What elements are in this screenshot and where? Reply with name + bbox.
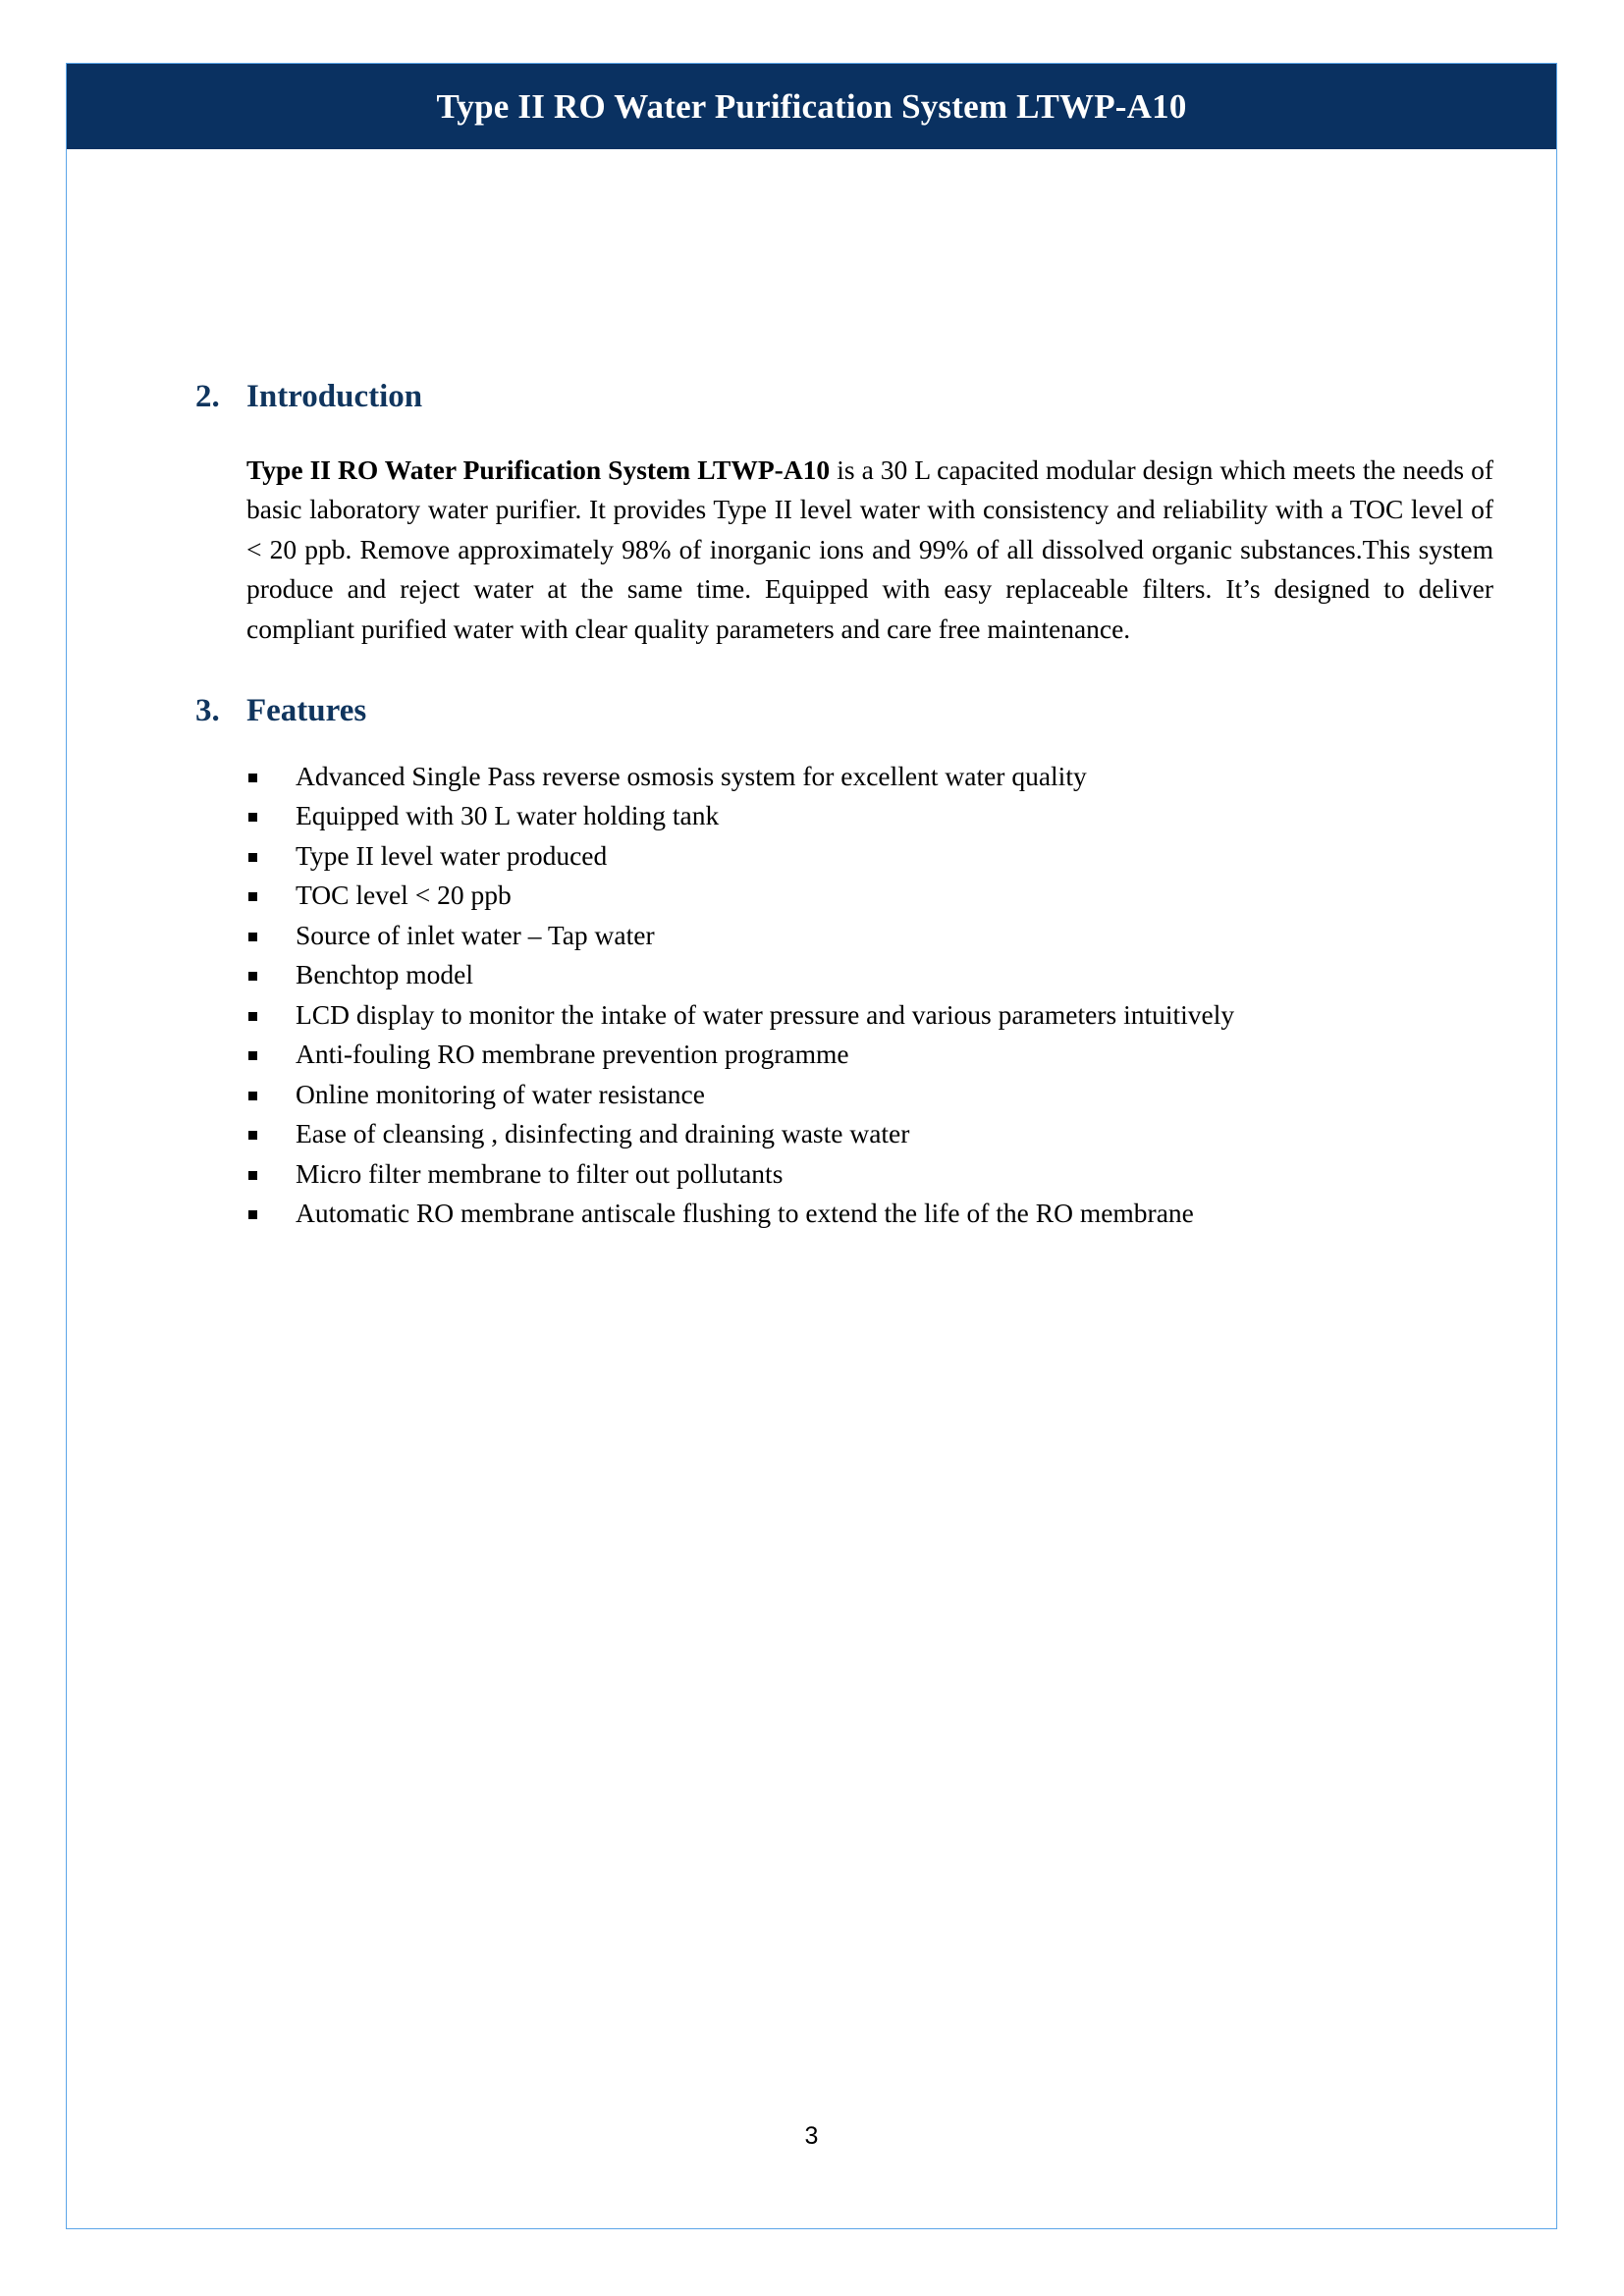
square-bullet-icon [248, 1171, 257, 1180]
list-item-label: Anti-fouling RO membrane prevention programme [296, 1039, 849, 1070]
list-item [248, 916, 1493, 956]
heading-features [195, 692, 1501, 731]
square-bullet-icon [248, 892, 257, 901]
list-item [248, 876, 1493, 916]
square-bullet-icon [248, 813, 257, 822]
heading-introduction-number: 2. [195, 379, 220, 414]
square-bullet-icon [248, 933, 257, 941]
list-item [248, 1035, 1493, 1075]
list-item-label: LCD display to monitor the intake of water pressure and various parameters intuitively [296, 998, 1235, 1030]
heading-features-text: Features [246, 693, 367, 729]
list-item-label: Equipped with 30 L water holding tank [296, 800, 720, 831]
list-item-label: Source of inlet water – Tap water [296, 919, 655, 950]
introduction-body-block [246, 417, 1493, 650]
section-spacer [195, 649, 1501, 692]
square-bullet-icon [248, 774, 257, 782]
list-item [248, 1114, 1493, 1154]
section-features [195, 692, 1501, 1234]
section-introduction [195, 378, 1501, 649]
document-page [66, 63, 1557, 2229]
features-list [248, 731, 1493, 1234]
page-title: Type II RO Water Purification System LTWP-A10 [436, 87, 1187, 126]
list-item-label: Online monitoring of water resistance [296, 1078, 705, 1109]
introduction-body-text: is a 30 L capacited modular design which meets the needs of basic laboratory water purifier. It provides Type II level water with consistency and reliability with a TOC level of < 20 ppb. Remove approximately 98% of inorganic ions and 99% of all dissolved organic substances.This system produce and reject water at the same time. Equipped with easy replaceable filters. It’s designed to deliver compliant purified water with clear quality parameters and care free maintenance. [246, 454, 1494, 644]
page-header-banner [67, 64, 1556, 149]
list-item-label: Ease of cleansing , disinfecting and draining waste water [296, 1118, 910, 1149]
list-item [248, 757, 1493, 797]
introduction-paragraph [246, 417, 1493, 650]
square-bullet-icon [248, 1210, 257, 1219]
list-item-label: Automatic RO membrane antiscale flushing to extend the life of the RO membrane [296, 1198, 1194, 1229]
square-bullet-icon [248, 972, 257, 981]
heading-introduction [195, 378, 1501, 417]
square-bullet-icon [248, 1012, 257, 1021]
list-item [248, 1154, 1493, 1195]
page-number: 3 [804, 2122, 819, 2150]
heading-introduction-text: Introduction [246, 379, 423, 414]
list-item [248, 995, 1493, 1036]
list-item-label: Type II level water produced [296, 839, 608, 871]
square-bullet-icon [248, 1051, 257, 1060]
page-content [195, 378, 1501, 1234]
list-item-label: Micro filter membrane to filter out pollutants [296, 1157, 784, 1189]
square-bullet-icon [248, 853, 257, 862]
list-item [248, 796, 1493, 836]
list-item [248, 1194, 1493, 1234]
square-bullet-icon [248, 1092, 257, 1100]
heading-features-number: 3. [195, 693, 220, 729]
list-item [248, 955, 1493, 995]
list-item-label: Advanced Single Pass reverse osmosis system for excellent water quality [296, 760, 1087, 791]
introduction-lead-in: Type II RO Water Purification System LTWP-A10 [246, 454, 831, 485]
list-item [248, 1075, 1493, 1115]
list-item-label: TOC level < 20 ppb [296, 880, 512, 911]
list-item [248, 836, 1493, 877]
square-bullet-icon [248, 1131, 257, 1140]
list-item-label: Benchtop model [296, 959, 474, 990]
